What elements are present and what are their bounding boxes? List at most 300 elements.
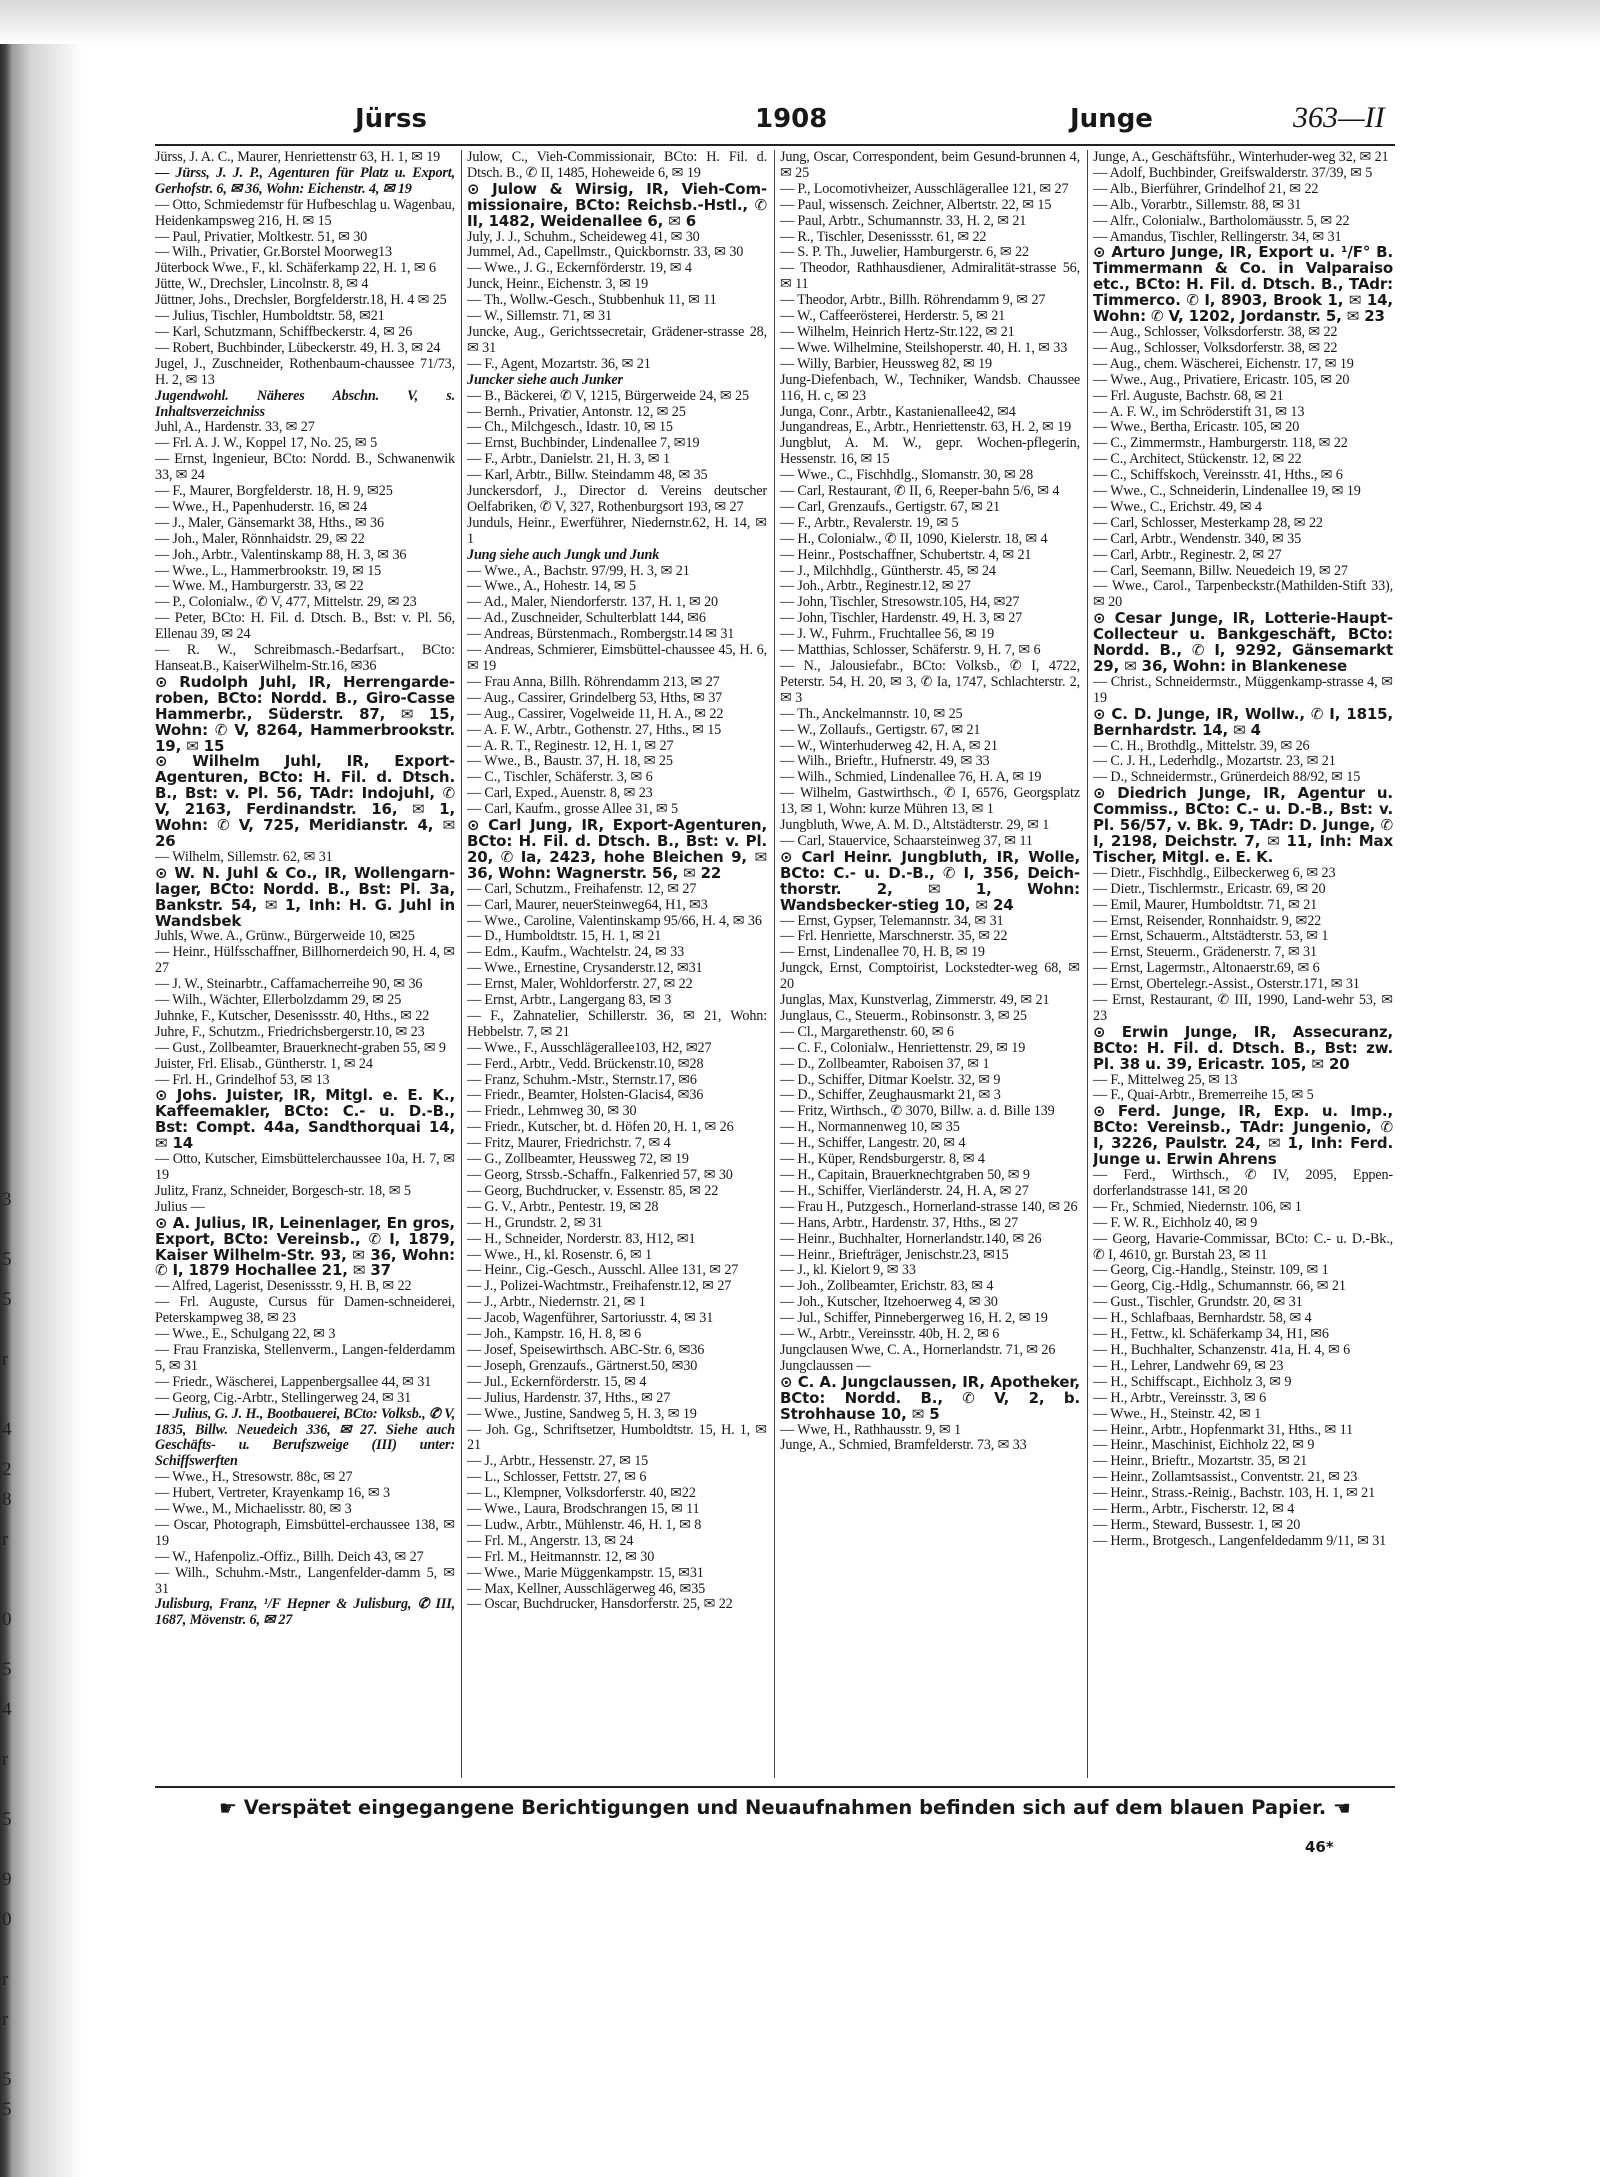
directory-entry: — C., Zimmermstr., Hamburgerstr. 118, ✉ 22 [1093, 435, 1348, 452]
directory-entry: Junge, A., Geschäftsführ., Winterhuder-weg 32, ✉ 21 [1093, 150, 1389, 165]
directory-entry: — H., Schiffer, Langestr. 20, ✉ 4 [780, 1135, 966, 1152]
directory-entry: — C. H., Brothdlg., Mittelstr. 39, ✉ 26 [1093, 737, 1310, 754]
directory-entry: — C. J. H., Lederhdlg., Mozartstr. 23, ✉ 21 [1093, 753, 1336, 770]
directory-entry: — Theodor, Arbtr., Billh. Röhrendamm 9, ✉ 27 [780, 292, 1046, 309]
directory-entry: — Heinr., Zollamtsassist., Conventstr. 21, ✉ 23 [1093, 1469, 1358, 1486]
directory-entry: — D., Schneidermstr., Grünerdeich 88/92, ✉ 15 [1093, 769, 1361, 786]
directory-entry: — W., Zollaufs., Gertigstr. 67, ✉ 21 [780, 721, 981, 738]
directory-entry: — H., Arbtr., Vereinsstr. 3, ✉ 6 [1093, 1389, 1267, 1406]
directory-entry: — Wwe., C., Schneiderin, Lindenallee 19, ✉ 19 [1093, 483, 1361, 500]
directory-entry: — Josef, Speisewirthsch. ABC-Str. 6, ✉36 [467, 1341, 705, 1358]
directory-entry: ⊙ Erwin Junge, IR, Assecuranz, BCto: H. Fil. d. Dtsch. B., Bst: zw. Pl. 38 u. 39, Ericastr. 105, ✉ 20 [1093, 1022, 1393, 1073]
directory-entry: Junckersdorf, J., Director d. Vereins deutscher Oelfabriken, ✆ V, 327, Rothenburgsort 193, ✉ 27 [467, 483, 767, 515]
directory-entry: — F., Agent, Mozartstr. 36, ✉ 21 [467, 355, 651, 372]
directory-entry: — Friedr., Beamter, Holsten-Glacis4, ✉36 [467, 1087, 704, 1104]
directory-entry: — Heinr., Strass.-Reinig., Bachstr. 103, H. 1, ✉ 21 [1093, 1485, 1376, 1502]
directory-entry: ⊙ Wilhelm Juhl, IR, Export-Agenturen, BCto: H. Fil. d. Dtsch. B., Bst: v. Pl. 56, TAdr: Indojuhl, ✆ V, 2163, Ferdinandstr. 16, ✉ 1, Wohn: ✆ V, 725, Meridianstr. 4, ✉ 26 [155, 752, 455, 850]
directory-entry: — Fritz, Maurer, Friedrichstr. 7, ✉ 4 [467, 1135, 671, 1152]
directory-entry: — L., Schlosser, Fettstr. 27, ✉ 6 [467, 1469, 647, 1486]
directory-entry: — Bernh., Privatier, Antonstr. 12, ✉ 25 [467, 403, 686, 420]
directory-entry: — Joh., Maler, Rönnhaidstr. 29, ✉ 22 [155, 530, 365, 547]
directory-entry: — F., Zahnatelier, Schillerstr. 36, ✉ 21, Wohn: Hebbelstr. 7, ✉ 21 [467, 1007, 767, 1040]
column-1 [155, 150, 455, 1778]
margin-fragment: r [2, 1969, 9, 1990]
directory-entry: — Alb., Bierführer, Grindelhof 21, ✉ 22 [1093, 180, 1319, 197]
directory-entry: — Friedr., Kutscher, bt. d. Höfen 20, H. 1, ✉ 26 [467, 1119, 734, 1136]
directory-entry: Juhre, F., Schutzm., Friedrichsbergerstr.10, ✉ 23 [155, 1023, 425, 1040]
directory-entry: — Ernst, Arbtr., Langergang 83, ✉ 3 [467, 992, 672, 1009]
directory-entry: — Th., Wollw.-Gesch., Stubbenhuk 11, ✉ 11 [467, 292, 717, 309]
directory-entry: — Joseph, Grenzaufs., Gärtnerst.50, ✉30 [467, 1357, 698, 1374]
directory-entry: — Wilhelm, Sillemstr. 62, ✉ 31 [155, 848, 333, 865]
directory-entry: — Jürss, J. J. P., Agenturen für Platz u. Export, Gerhofstr. 6, ✉ 36, Wohn: Eichenstr. 4, ✉ 19 [155, 164, 455, 197]
directory-entry: — Otto, Schmiedemstr für Hufbeschlag u. Wagenbau, Heidenkampsweg 216, H. ✉ 15 [155, 196, 455, 229]
header-page-number: 363—II [1293, 101, 1385, 134]
directory-entry: — Wwe., J. G., Eckernförderstr. 19, ✉ 4 [467, 260, 692, 277]
directory-entry: — Andreas, Bürstenmach., Rombergstr.14 ✉ 31 [467, 626, 735, 643]
directory-entry: — Heinr., Briefträger, Jenischstr.23, ✉15 [780, 1246, 1009, 1263]
directory-entry: — Julius, Tischler, Humboldtstr. 58, ✉21 [155, 308, 385, 325]
directory-entry: — Wwe., H., kl. Rosenstr. 6, ✉ 1 [467, 1246, 652, 1263]
directory-entry: — Wwe., H., Papenhuderstr. 16, ✉ 24 [155, 498, 368, 515]
directory-entry: — Wwe., H., Steinstr. 42, ✉ 1 [1093, 1405, 1262, 1422]
directory-entry: — Wwe., L., Hammerbrookstr. 19, ✉ 15 [155, 562, 382, 579]
pointing-hand-left-icon: ☚ [1333, 1796, 1351, 1820]
directory-entry: — Frl. M., Heitmannstr. 12, ✉ 30 [467, 1548, 655, 1565]
directory-entry: Jüterbock Wwe., F., kl. Schäferkamp 22, H. 1, ✉ 6 [155, 260, 436, 277]
directory-entry: — Paul, wissensch. Zeichner, Albertstr. 22, ✉ 15 [780, 196, 1052, 213]
directory-entry: — Wilh., Privatier, Gr.Borstel Moorweg13 [155, 244, 392, 261]
directory-entry: Julisburg, Franz, ¹/F Hepner & Julisburg, ✆ III, 1687, Mövenstr. 6, ✉ 27 [155, 1596, 455, 1629]
directory-entry: — Heinr., Maschinist, Eichholz 22, ✉ 9 [1093, 1437, 1315, 1454]
directory-entry: — Joh., Arbtr., Reginestr.12, ✉ 27 [780, 578, 971, 595]
margin-fragment: 5 [2, 1289, 12, 1310]
directory-entry: — Ernst, Schauerm., Altstädterstr. 53, ✉ 1 [1093, 928, 1329, 945]
directory-entry: — R. W., Schreibmasch.-Bedarfsart., BCto: Hanseat.B., KaiserWilhelm-Str.16, ✉36 [155, 642, 455, 674]
directory-columns [155, 150, 1395, 1778]
directory-entry: — Emil, Maurer, Humboldtstr. 71, ✉ 21 [1093, 896, 1318, 913]
directory-entry: Juhnke, F., Kutscher, Desenissstr. 40, Hths., ✉ 22 [155, 1007, 430, 1024]
directory-entry: — A. F. W., im Schröderstift 31, ✉ 13 [1093, 403, 1305, 420]
directory-entry: — D., Schiffer, Zeughausmarkt 21, ✉ 3 [780, 1087, 1001, 1104]
footer-rule [155, 1786, 1395, 1788]
header-rule [155, 144, 1395, 146]
directory-entry: — H., Normannenweg 10, ✉ 35 [780, 1119, 960, 1136]
directory-entry: — Carl, Schutzm., Freihafenstr. 12, ✉ 27 [467, 880, 697, 897]
directory-entry: ⊙ Julow & Wirsig, IR, Vieh-Com-missionaire, BCto: Reichsb.-Hstl., ✆ II, 1482, Weidenallee 6, ✉ 6 [467, 179, 767, 230]
directory-entry: Jung siehe auch Jungk und Junk [467, 546, 660, 563]
directory-entry: — H., Fettw., kl. Schäferkamp 34, H1, ✉6 [1093, 1326, 1329, 1343]
directory-entry: — Heinr., Brieftr., Mozartstr. 35, ✉ 21 [1093, 1453, 1308, 1470]
margin-fragment: 5 [2, 1659, 12, 1680]
directory-entry: — Willy, Barbier, Heussweg 82, ✉ 19 [780, 355, 992, 372]
directory-entry: — Fr., Schmied, Niedernstr. 106, ✉ 1 [1093, 1198, 1302, 1215]
directory-entry: — Wwe., H., Stresowstr. 88c, ✉ 27 [155, 1469, 353, 1486]
directory-entry: — R., Tischler, Desenissstr. 61, ✉ 22 [780, 228, 987, 245]
margin-fragment: 5 [2, 1249, 12, 1270]
directory-entry: — Th., Anckelmannstr. 10, ✉ 25 [780, 705, 963, 722]
column-4 [1093, 150, 1393, 1778]
directory-entry: Juhl, A., Hardenstr. 33, ✉ 27 [155, 419, 315, 436]
directory-entry: — G., Zollbeamter, Heussweg 72, ✉ 19 [467, 1151, 689, 1168]
directory-entry: ⊙ Diedrich Junge, IR, Agentur u. Commiss., BCto: C.- u. D.-B., Bst: v. Pl. 56/57, v. Bk. 9, TAdr: D. Junge, ✆ I, 2198, Deichstr. 7, ✉ 11, Inh: Max Tischer, Mitgl. e. E. K. [1093, 784, 1393, 866]
directory-entry: Junge, A., Schmied, Bramfelderstr. 73, ✉ 33 [780, 1437, 1027, 1454]
directory-entry: ⊙ C. D. Junge, IR, Wollw., ✆ I, 1815, Bernhardstr. 14, ✉ 4 [1093, 704, 1393, 739]
directory-entry: Jürss, J. A. C., Maurer, Henriettenstr 63, H. 1, ✉ 19 [155, 150, 441, 165]
directory-entry: — Ad., Maler, Niendorferstr. 137, H. 1, ✉ 20 [467, 594, 718, 611]
directory-entry: — Carl, Restaurant, ✆ II, 6, Reeper-bahn 5/6, ✉ 4 [780, 483, 1060, 500]
directory-entry: — Carl, Kaufm., grosse Allee 31, ✉ 5 [467, 801, 678, 818]
directory-entry: — Aug., chem. Wäscherei, Eichenstr. 17, ✉ 19 [1093, 355, 1354, 372]
directory-entry: — Matthias, Schlosser, Schäferstr. 9, H. 7, ✉ 6 [780, 642, 1041, 659]
directory-entry: Jung, Oscar, Correspondent, beim Gesund-brunnen 4, ✉ 25 [780, 150, 1080, 181]
directory-entry: Juncker siehe auch Junker [467, 371, 623, 388]
directory-entry: — Ferd., Arbtr., Vedd. Brückenstr.10, ✉28 [467, 1055, 704, 1072]
directory-entry: — Wwe., Aug., Privatiere, Ericastr. 105, ✉ 20 [1093, 371, 1350, 388]
directory-entry: — N., Jalousiefabr., BCto: Volksb., ✆ I, 4722, Peterstr. 54, H. 20, ✉ 3, ✆ Ia, 1747, Schlachterstr. 2, ✉ 3 [780, 658, 1080, 706]
directory-entry: — Oscar, Photograph, Eimsbüttel-erchaussee 138, ✉ 19 [155, 1516, 455, 1549]
margin-fragment: 5 [2, 2099, 12, 2120]
directory-entry: — Adolf, Buchbinder, Greifswalderstr. 37/39, ✉ 5 [1093, 164, 1373, 181]
directory-entry: — Cl., Margarethenstr. 60, ✉ 6 [780, 1023, 954, 1040]
directory-entry: — C., Tischler, Schäferstr. 3, ✉ 6 [467, 769, 653, 786]
directory-entry: Julitz, Franz, Schneider, Borgesch-str. 18, ✉ 5 [155, 1182, 411, 1199]
directory-entry: Junglaus, C., Steuerm., Robinsonstr. 3, ✉ 25 [780, 1007, 1027, 1024]
directory-entry: — Georg, Cig.-Hdlg., Schumannstr. 66, ✉ 21 [1093, 1278, 1346, 1295]
directory-entry: — Frl. Henriette, Marschnerstr. 35, ✉ 22 [780, 928, 1008, 945]
directory-entry: — J., Arbtr., Hessenstr. 27, ✉ 15 [467, 1453, 649, 1470]
directory-entry: — H., Schneider, Norderstr. 83, H12, ✉1 [467, 1230, 696, 1247]
directory-entry: — W., Arbtr., Vereinsstr. 40b, H. 2, ✉ 6 [780, 1326, 1000, 1343]
directory-entry: ⊙ Johs. Juister, IR, Mitgl. e. E. K., Kaffeemakler, BCto: C.- u. D.-B., Bst: Compt. 44a, Sandthorquai 14, ✉ 14 [155, 1086, 455, 1153]
directory-entry: — Wilh., Wächter, Ellerbolzdamm 29, ✉ 25 [155, 992, 402, 1009]
directory-entry: — J., Arbtr., Niedernstr. 21, ✉ 1 [467, 1294, 646, 1311]
directory-entry: — Carl, Seemann, Billw. Neuedeich 19, ✉ 27 [1093, 562, 1348, 579]
directory-entry: — Carl, Schlosser, Mesterkamp 28, ✉ 22 [1093, 514, 1323, 531]
directory-entry: — Joh., Arbtr., Valentinskamp 88, H. 3, ✉ 36 [155, 546, 407, 563]
directory-entry: — Heinr., Buchhalter, Hornerlandstr.140, ✉ 26 [780, 1230, 1042, 1247]
directory-entry: — Wwe., Ernestine, Crysanderstr.12, ✉31 [467, 960, 703, 977]
directory-entry: — Herm., Brotgesch., Langenfeldedamm 9/11, ✉ 31 [1093, 1532, 1387, 1549]
directory-entry: ⊙ Ferd. Junge, IR, Exp. u. Imp., BCto: Vereinsb., TAdr: Jungenio, ✆ I, 3226, Paulstr. 24, ✉ 1, Inh: Ferd. Junge u. Erwin Ahrens [1093, 1102, 1393, 1169]
margin-fragment: r [2, 2009, 9, 2030]
directory-entry: — Joh., Kutscher, Itzehoerweg 4, ✉ 30 [780, 1294, 998, 1311]
directory-entry: — C. F., Colonialw., Henriettenstr. 29, ✉ 19 [780, 1039, 1026, 1056]
margin-fragment: 5 [2, 2069, 12, 2090]
directory-entry: Jungblut, A. M. W., gepr. Wochen-pflegerin, Hessenstr. 16, ✉ 15 [780, 435, 1080, 468]
page-header [155, 96, 1395, 136]
directory-entry: — J., Maler, Gänsemarkt 38, Hths., ✉ 36 [155, 514, 384, 531]
directory-entry: — Ch., Milchgesch., Idastr. 10, ✉ 15 [467, 419, 673, 436]
directory-entry: — Dietr., Fischhdlg., Eilbeckerweg 6, ✉ 23 [1093, 864, 1336, 881]
directory-entry: — Frau Anna, Billh. Röhrendamm 213, ✉ 27 [467, 673, 720, 690]
sheet-number: 46* [1305, 1838, 1334, 1856]
directory-entry: — G. V., Arbtr., Pentestr. 19, ✉ 28 [467, 1198, 659, 1215]
directory-entry: — Joh., Kampstr. 16, H. 8, ✉ 6 [467, 1326, 642, 1343]
directory-entry: — H., Grundstr. 2, ✉ 31 [467, 1214, 603, 1231]
directory-entry: — W., Winterhuderweg 42, H. A, ✉ 21 [780, 737, 998, 754]
directory-entry: — F. W. R., Eichholz 40, ✉ 9 [1093, 1214, 1258, 1231]
header-first-name: Jürss [355, 104, 427, 134]
directory-entry: — Carl, Arbtr., Reginestr. 2, ✉ 27 [1093, 546, 1282, 563]
directory-entry: — Karl, Schutzmann, Schiffbeckerstr. 4, ✉ 26 [155, 323, 413, 340]
directory-entry: — H., Buchhalter, Schanzenstr. 41a, H. 4, ✉ 6 [1093, 1341, 1351, 1358]
directory-entry: — Carl, Arbtr., Wendenstr. 340, ✉ 35 [1093, 530, 1302, 547]
directory-entry: Jungandreas, E., Arbtr., Henriettenstr. 63, H. 2, ✉ 19 [780, 419, 1072, 436]
footer-notice [195, 1796, 1375, 1830]
directory-entry: — Andreas, Schmierer, Eimsbüttel-chaussee 45, H. 6, ✉ 19 [467, 642, 767, 674]
directory-entry: Junga, Conr., Arbtr., Kastanienallee42, ✉4 [780, 403, 1016, 420]
directory-entry: — Edm., Kaufm., Wachtelstr. 24, ✉ 33 [467, 944, 685, 961]
directory-entry: — Georg, Cig.-Arbtr., Stellingerweg 24, ✉ 31 [155, 1389, 412, 1406]
directory-entry: — Frl. Auguste, Bachstr. 68, ✉ 21 [1093, 387, 1284, 404]
directory-entry: Julius — [155, 1198, 205, 1215]
directory-entry: — C., Schiffskoch, Vereinsstr. 41, Hths., ✉ 6 [1093, 467, 1343, 484]
directory-entry: — Friedr., Wäscherei, Lappenbergsallee 44, ✉ 31 [155, 1373, 432, 1390]
directory-entry: — Wilh., Schuhm.-Mstr., Langenfelder-damm 5, ✉ 31 [155, 1564, 455, 1597]
directory-entry: Junduls, Heinr., Ewerführer, Niedernstr.62, H. 14, ✉ 1 [467, 514, 767, 547]
directory-entry: — Heinr., Cig.-Gesch., Ausschl. Allee 131, ✉ 27 [467, 1262, 739, 1279]
directory-entry: — Wwe., M., Michaelisstr. 80, ✉ 3 [155, 1501, 352, 1518]
column-divider [461, 150, 462, 1778]
directory-entry: Jugendwohl. Näheres Abschn. V, s. Inhaltsverzeichniss [155, 387, 455, 420]
directory-entry: — J. W., Fuhrm., Fruchtallee 56, ✉ 19 [780, 626, 995, 643]
directory-entry: — Paul, Privatier, Moltkestr. 51, ✉ 30 [155, 228, 368, 245]
directory-entry: — Wwe., Marie Müggenkampstr. 15, ✉31 [467, 1564, 704, 1581]
directory-entry: — Julius, Hardenstr. 37, Hths., ✉ 27 [467, 1389, 671, 1406]
column-2 [467, 150, 767, 1778]
directory-entry: — Ernst, Lindenallee 70, H. B, ✉ 19 [780, 944, 985, 961]
directory-entry: Jungbluth, Wwe, A. M. D., Altstädterstr. 29, ✉ 1 [780, 817, 1050, 834]
directory-entry: — Ernst, Restaurant, ✆ III, 1990, Land-wehr 53, ✉ 23 [1093, 992, 1393, 1024]
directory-entry: Jüttner, Johs., Drechsler, Borgfelderstr.18, H. 4 ✉ 25 [155, 292, 447, 309]
directory-entry: Jütte, W., Drechsler, Lincolnstr. 8, ✉ 4 [155, 276, 369, 293]
directory-entry: — A. F. W., Arbtr., Gothenstr. 27, Hths., ✉ 15 [467, 721, 722, 738]
directory-entry: — Alfr., Colonialw., Bartholomäusstr. 5, ✉ 22 [1093, 212, 1350, 229]
header-year: 1908 [755, 104, 828, 134]
directory-entry: Jugel, J., Zuschneider, Rothenbaum-chaussee 71/73, H. 2, ✉ 13 [155, 355, 455, 388]
directory-entry: — H., Schlafbaas, Bernhardstr. 58, ✉ 4 [1093, 1310, 1312, 1327]
directory-entry: — Ernst, Ingenieur, BCto: Nordd. B., Schwanenwik 33, ✉ 24 [155, 451, 455, 484]
directory-entry: — Amandus, Tischler, Rellingerstr. 34, ✉ 31 [1093, 228, 1342, 245]
directory-entry: ⊙ A. Julius, IR, Leinenlager, En gros, Export, BCto: Vereinsb., ✆ I, 1879, Kaiser Wilhelm-Str. 93, ✉ 36, Wohn: ✆ I, 1879 Hochallee 21, ✉ 37 [155, 1213, 455, 1280]
directory-entry: — Wwe. M., Hamburgerstr. 33, ✉ 22 [155, 578, 364, 595]
directory-entry: — Friedr., Lehmweg 30, ✉ 30 [467, 1103, 637, 1120]
directory-entry: Juister, Frl. Elisab., Güntherstr. 1, ✉ 24 [155, 1055, 373, 1072]
directory-entry: — Ernst, Obertelegr.-Assist., Osterstr.171, ✉ 31 [1093, 976, 1360, 993]
directory-entry: — Christ., Schneidermstr., Müggenkamp-strasse 4, ✉ 19 [1093, 673, 1393, 706]
directory-entry: — Wwe., Laura, Brodschrangen 15, ✉ 11 [467, 1501, 700, 1518]
header-last-name: Junge [1070, 104, 1153, 134]
directory-entry: — Alb., Vorarbtr., Sillemstr. 88, ✉ 31 [1093, 196, 1302, 213]
directory-entry: — Frl. M., Angerstr. 13, ✉ 24 [467, 1532, 634, 1549]
directory-entry: — Peter, BCto: H. Fil. d. Dtsch. B., Bst: v. Pl. 56, Ellenau 39, ✉ 24 [155, 610, 455, 643]
directory-entry: — Frl. H., Grindelhof 53, ✉ 13 [155, 1071, 330, 1088]
margin-fragment: 9 [2, 1869, 12, 1890]
directory-entry: — Wwe., Justine, Sandweg 5, H. 3, ✉ 19 [467, 1405, 697, 1422]
directory-entry: — Aug., Schlosser, Volksdorferstr. 38, ✉ 22 [1093, 323, 1338, 340]
directory-entry: — John, Tischler, Stresowstr.105, H4, ✉27 [780, 594, 1020, 611]
margin-fragment: 8 [2, 1489, 12, 1510]
directory-entry: — Gust., Zollbeamter, Brauerknecht-graben 55, ✉ 9 [155, 1039, 446, 1056]
directory-page [155, 96, 1395, 1956]
margin-fragment: r [2, 1349, 9, 1370]
directory-entry: — P., Colonialw., ✆ V, 477, Mittelstr. 29, ✉ 23 [155, 594, 417, 611]
directory-entry: — Herm., Arbtr., Fischerstr. 12, ✉ 4 [1093, 1501, 1295, 1518]
directory-entry: — W., Sillemstr. 71, ✉ 31 [467, 308, 612, 325]
margin-fragment: 3 [2, 1189, 12, 1210]
directory-entry: — B., Bäckerei, ✆ V, 1215, Bürgerweide 24, ✉ 25 [467, 387, 749, 404]
directory-entry: — Carl, Exped., Auenstr. 8, ✉ 23 [467, 785, 653, 802]
directory-entry: Jungclaussen — [780, 1357, 871, 1374]
directory-entry: — Wilhelm, Gastwirthsch., ✆ I, 6576, Georgsplatz 13, ✉ 1, Wohn: kurze Mühren 13, ✉ 1 [780, 785, 1080, 818]
directory-entry: — Karl, Arbtr., Billw. Steindamm 48, ✉ 35 [467, 467, 708, 484]
directory-entry: — Aug., Schlosser, Volksdorferstr. 38, ✉ 22 [1093, 339, 1338, 356]
directory-entry: — Oscar, Buchdrucker, Hansdorferstr. 25, ✉ 22 [467, 1596, 733, 1613]
directory-entry: — W., Caffeerösterei, Herderstr. 5, ✉ 21 [780, 308, 1006, 325]
scan-edge-top-shadow [0, 0, 1600, 44]
directory-entry: — Ernst, Gypser, Telemannstr. 34, ✉ 31 [780, 912, 1004, 929]
directory-entry: — Wwe., Bertha, Ericastr. 105, ✉ 20 [1093, 419, 1300, 436]
directory-entry: — Joh. Gg., Schriftsetzer, Humboldtstr. 15, H. 1, ✉ 21 [467, 1421, 767, 1454]
directory-entry: — Wwe., Caroline, Valentinskamp 95/66, H. 4, ✉ 36 [467, 912, 762, 929]
directory-entry: — Dietr., Tischlermstr., Ericastr. 69, ✉ 20 [1093, 880, 1326, 897]
directory-entry: ⊙ Carl Jung, IR, Export-Agenturen, BCto: H. Fil. d. Dtsch. B., Bst: v. Pl. 20, ✆ Ia, 2423, hohe Bleichen 9, ✉ 36, Wohn: Wagnerstr. 56, ✉ 22 [467, 816, 767, 882]
directory-entry: — H., Küper, Rendsburgerstr. 8, ✉ 4 [780, 1151, 985, 1168]
directory-entry: — J., Milchhdlg., Güntherstr. 45, ✉ 24 [780, 562, 996, 579]
footer-notice-text: Verspätet eingegangene Berichtigungen und Neuaufnahmen befinden sich auf dem blauen Papier. [243, 1796, 1327, 1819]
margin-fragment: r [2, 1529, 9, 1550]
directory-entry: — F., Mittelweg 25, ✉ 13 [1093, 1071, 1238, 1088]
directory-entry: — Wilh., Brieftr., Hufnerstr. 49, ✉ 33 [780, 753, 990, 770]
directory-entry: — F., Quai-Arbtr., Bremerreihe 15, ✉ 5 [1093, 1087, 1314, 1104]
directory-entry: — Carl, Maurer, neuerSteinweg64, H1, ✉3 [467, 896, 708, 913]
directory-entry: — Wwe, H., Rathhausstr. 9, ✉ 1 [780, 1421, 961, 1438]
directory-entry: — S. P. Th., Juwelier, Hamburgerstr. 6, ✉ 22 [780, 244, 1029, 261]
directory-entry: — H., Colonialw., ✆ II, 1090, Kielerstr. 18, ✉ 4 [780, 530, 1048, 547]
directory-entry: — W., Hafenpoliz.-Offiz., Billh. Deich 43, ✉ 27 [155, 1548, 424, 1565]
directory-entry: — Wilhelm, Heinrich Hertz-Str.122, ✉ 21 [780, 323, 1015, 340]
directory-entry: — Ludw., Arbtr., Mühlenstr. 46, H. 1, ✉ 8 [467, 1516, 702, 1533]
directory-entry: — Wwe., B., Baustr. 37, H. 18, ✉ 25 [467, 753, 673, 770]
directory-entry: Julow, C., Vieh-Commissionair, BCto: H. Fil. d. Dtsch. B., ✆ II, 1485, Hoheweide 6, ✉ 19 [467, 150, 767, 181]
margin-fragment: 5 [2, 1809, 12, 1830]
directory-entry: — J., kl. Kielort 9, ✉ 33 [780, 1262, 916, 1279]
directory-entry: — Theodor, Rathhausdiener, Admiralität-strasse 56, ✉ 11 [780, 260, 1080, 293]
directory-entry: — Ferd., Wirthsch., ✆ IV, 2095, Eppen-dorferlandstrasse 141, ✉ 20 [1093, 1167, 1393, 1199]
directory-entry: — Georg, Buchdrucker, v. Essenstr. 85, ✉ 22 [467, 1182, 719, 1199]
directory-entry: — C., Architect, Stückenstr. 12, ✉ 22 [1093, 451, 1302, 468]
directory-entry: — F., Arbtr., Danielstr. 21, H. 3, ✉ 1 [467, 451, 670, 468]
directory-entry: — A. R. T., Reginestr. 12, H. 1, ✉ 27 [467, 737, 674, 754]
directory-entry: — Frau Franziska, Stellenverm., Langen-felderdamm 5, ✉ 31 [155, 1341, 455, 1374]
directory-entry: — Otto, Kutscher, Eimsbüttelerchaussee 10a, H. 7, ✉ 19 [155, 1151, 455, 1183]
margin-fragment: 2 [2, 1459, 12, 1480]
directory-entry: — Fritz, Wirthsch., ✆ 3070, Billw. a. d. Bille 139 [780, 1103, 1055, 1120]
directory-entry: — D., Zollbeamter, Raboisen 37, ✉ 1 [780, 1055, 990, 1072]
directory-entry: — Ernst, Reisender, Ronnhaidstr. 9, ✉22 [1093, 912, 1322, 929]
directory-entry: Jungclausen Wwe, C. A., Hornerlandstr. 71, ✉ 26 [780, 1341, 1056, 1358]
directory-entry: — Georg, Havarie-Commissar, BCto: C.- u. D.-Bk., ✆ I, 4610, gr. Burstah 23, ✉ 11 [1093, 1230, 1393, 1263]
directory-entry: — Wwe., F., Ausschlägerallee103, H2, ✉27 [467, 1039, 712, 1056]
directory-entry: ⊙ Carl Heinr. Jungbluth, IR, Wolle, BCto: C.- u. D.-B., ✆ I, 356, Deich-thorstr. 2, ✉ 1, Wohn: Wandsbecker-stieg 10, ✉ 24 [780, 847, 1080, 914]
directory-entry: — Frau H., Putzgesch., Hornerland-strasse 140, ✉ 26 [780, 1198, 1078, 1215]
directory-entry: — Gust., Tischler, Grundstr. 20, ✉ 31 [1093, 1294, 1303, 1311]
directory-entry: — F., Arbtr., Revalerstr. 19, ✉ 5 [780, 514, 959, 531]
directory-entry: Jung-Diefenbach, W., Techniker, Wandsb. Chaussee 116, H. c, ✉ 23 [780, 371, 1080, 404]
directory-entry: — Frl. Auguste, Cursus für Damen-schneiderei, Peterskampweg 38, ✉ 23 [155, 1294, 455, 1327]
directory-entry: Jummel, Ad., Capellmstr., Quickbornstr. 33, ✉ 30 [467, 244, 744, 261]
directory-entry: — Ernst, Lagermstr., Altonaerstr.69, ✉ 6 [1093, 960, 1320, 977]
directory-entry: — Wwe., A., Hohestr. 14, ✉ 5 [467, 578, 636, 595]
directory-entry: July, J. J., Schuhm., Scheideweg 41, ✉ 30 [467, 228, 700, 245]
directory-entry: — D., Schiffer, Ditmar Koelstr. 32, ✉ 9 [780, 1071, 1001, 1088]
directory-entry: Juhls, Wwe. A., Grünw., Bürgerweide 10, ✉25 [155, 928, 415, 945]
margin-fragment: 0 [2, 1609, 12, 1630]
directory-entry: — Wwe., Carol., Tarpenbeckstr.(Mathilden-Stift 33), ✉ 20 [1093, 578, 1393, 611]
directory-entry: — Herm., Steward, Bussestr. 1, ✉ 20 [1093, 1516, 1301, 1533]
directory-entry: — Jul., Eckernförderstr. 15, ✉ 4 [467, 1373, 647, 1390]
directory-entry: — Carl, Stauervice, Schaarsteinweg 37, ✉ 11 [780, 832, 1033, 849]
directory-entry: — Ad., Zuschneider, Schulterblatt 144, ✉6 [467, 610, 706, 627]
directory-entry: — Aug., Cassirer, Vogelweide 11, H. A., ✉ 22 [467, 705, 724, 722]
directory-entry: — Ernst, Maler, Wohldorferstr. 27, ✉ 22 [467, 976, 693, 993]
directory-entry: — John, Tischler, Hardenstr. 49, H. 3, ✉ 27 [780, 610, 1023, 627]
directory-entry: — Max, Kellner, Ausschlägerweg 46, ✉35 [467, 1580, 706, 1597]
column-divider [774, 150, 775, 1778]
column-3 [780, 150, 1080, 1778]
directory-entry: — Hubert, Vertreter, Krayenkamp 16, ✉ 3 [155, 1485, 390, 1502]
directory-entry: — Ernst, Steuerm., Grädenerstr. 7, ✉ 31 [1093, 944, 1317, 961]
directory-entry: — P., Locomotivheizer, Ausschlägerallee 121, ✉ 27 [780, 180, 1069, 197]
directory-entry: Jungck, Ernst, Comptoirist, Lockstedter-weg 68, ✉ 20 [780, 960, 1080, 993]
directory-entry: — Georg, Strssb.-Schaffn., Falkenried 57, ✉ 30 [467, 1167, 733, 1183]
margin-fragment: 4 [2, 1699, 12, 1720]
directory-entry: Junck, Heinr., Eichenstr. 3, ✉ 19 [467, 276, 649, 293]
margin-fragment: 4 [2, 1419, 12, 1440]
directory-entry: — Alfred, Lagerist, Desenissstr. 9, H. B, ✉ 22 [155, 1278, 412, 1295]
margin-fragment: 0 [2, 1909, 12, 1930]
directory-entry: ⊙ W. N. Juhl & Co., IR, Wollengarn-lager, BCto: Nordd. B., Bst: Pl. 3a, Bankstr. 54, ✉ 1, Inh: H. G. Juhl in Wandsbek [155, 863, 455, 930]
directory-entry: — Joh., Zollbeamter, Erichstr. 83, ✉ 4 [780, 1278, 994, 1295]
directory-entry: — H., Schiffer, Vierländerstr. 24, H. A, ✉ 27 [780, 1182, 1029, 1199]
directory-entry: — L., Klempner, Volksdorferstr. 40, ✉22 [467, 1485, 696, 1502]
directory-entry: — Jul., Schiffer, Pinnebergerweg 16, H. 2, ✉ 19 [780, 1310, 1048, 1327]
directory-entry: — Frl. A. J. W., Koppel 17, No. 25, ✉ 5 [155, 435, 378, 452]
margin-fragment: r [2, 1749, 9, 1770]
directory-entry: — Wwe., C., Fischhdlg., Slomanstr. 30, ✉ 28 [780, 467, 1034, 484]
directory-entry: — J., Polizei-Wachtmstr., Freihafenstr.12, ✉ 27 [467, 1278, 732, 1295]
directory-entry: — Wwe., A., Bachstr. 97/99, H. 3, ✉ 21 [467, 562, 690, 579]
directory-entry: — Aug., Cassirer, Grindelberg 53, Hths, ✉ 37 [467, 689, 723, 706]
scan-edge-shadow [0, 0, 82, 2177]
directory-entry: — Julius, G. J. H., Bootbauerei, BCto: Volksb., ✆ V, 1835, Billw. Neuedeich 336, ✉ 27. Siehe auch Geschäfts- u. Berufszweige (III) unter: Schiffswerften [155, 1405, 455, 1470]
directory-entry: — H., Capitain, Brauerknechtgraben 50, ✉ 9 [780, 1167, 1030, 1183]
directory-entry: — Wwe., E., Schulgang 22, ✉ 3 [155, 1326, 336, 1343]
directory-entry: — Franz, Schuhm.-Mstr., Sternstr.17, ✉6 [467, 1071, 697, 1088]
directory-entry: — Paul, Arbtr., Schumannstr. 33, H. 2, ✉ 21 [780, 212, 1027, 229]
pointing-hand-right-icon: ☛ [219, 1796, 237, 1820]
directory-entry: — D., Humboldtstr. 15, H. 1, ✉ 21 [467, 928, 662, 945]
directory-entry: Juncke, Aug., Gerichtssecretair, Grädener-strasse 28, ✉ 31 [467, 323, 767, 356]
column-divider [1087, 150, 1088, 1778]
directory-entry: ⊙ Cesar Junge, IR, Lotterie-Haupt-Collecteur u. Bankgeschäft, BCto: Nordd. B., ✆ I, 9292, Gänsemarkt 29, ✉ 36, Wohn: in Blankenese [1093, 609, 1393, 675]
directory-entry: — J. W., Steinarbtr., Caffamacherreihe 90, ✉ 36 [155, 976, 423, 993]
directory-entry: — Jacob, Wagenführer, Sartoriusstr. 4, ✉ 31 [467, 1310, 714, 1327]
directory-entry: — Heinr., Postschaffner, Schubertstr. 4, ✉ 21 [780, 546, 1032, 563]
directory-entry: — Georg, Cig.-Handlg., Steinstr. 109, ✉ 1 [1093, 1262, 1329, 1279]
directory-entry: — Wwe., C., Erichstr. 49, ✉ 4 [1093, 498, 1262, 515]
